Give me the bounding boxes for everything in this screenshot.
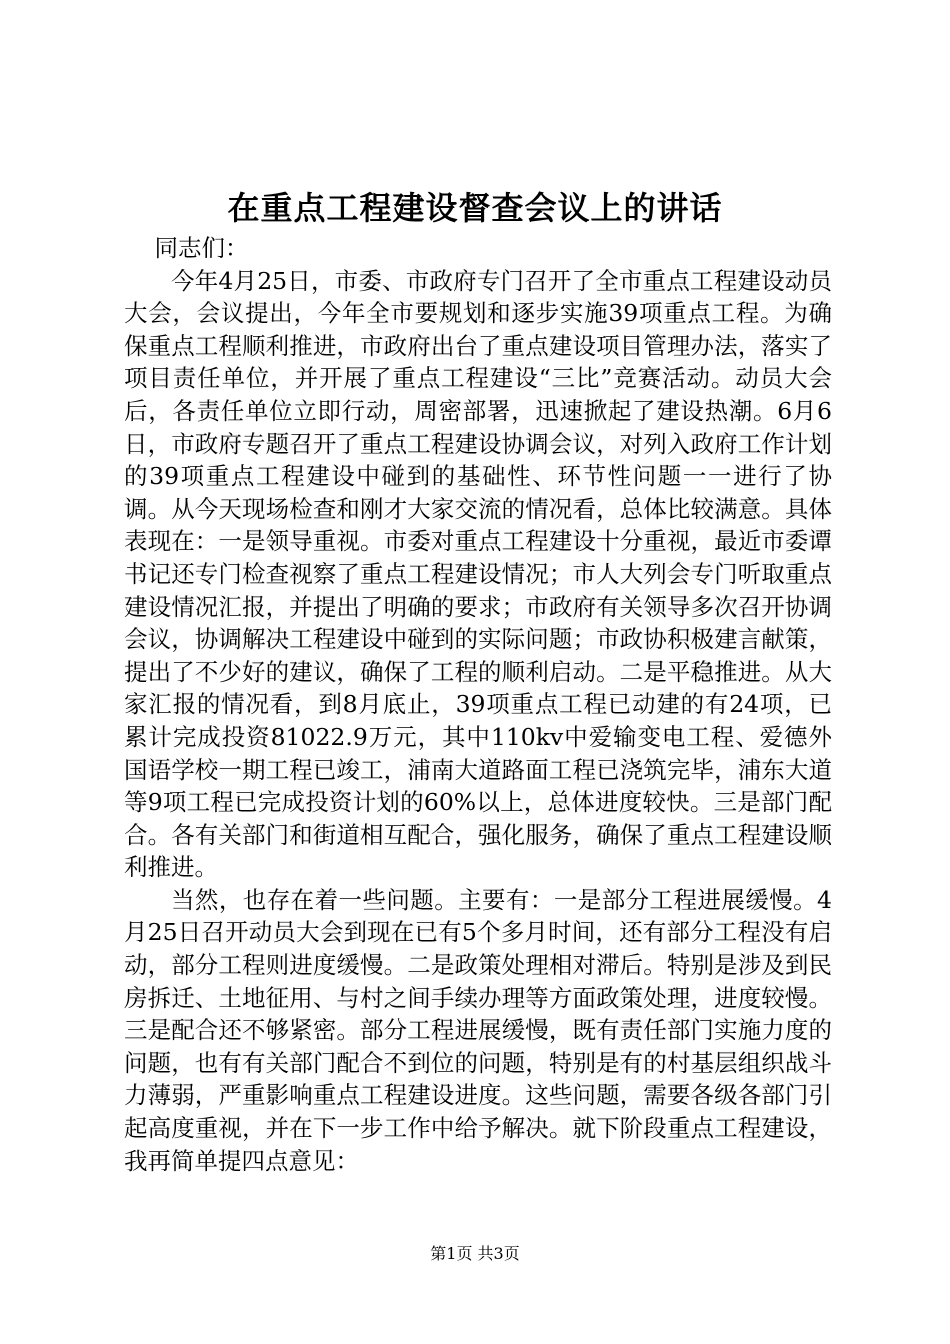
document-body — [124, 232, 832, 1177]
salutation: 同志们： — [154, 234, 249, 262]
page-footer: 第1页 共3页 — [430, 1244, 520, 1263]
paragraph-1: 今年4月25日，市委、市政府专门召开了全市重点工程建设动员大会，会议提出，今年全市要规划和逐步实施39项重点工程。为确保重点工程顺利推进，市政府出台了重点建设项目管理办法，落实了项目责任单位，并开展了重点工程建设“三比”竞赛活动。动员大会后，各责任单位立即行动，周密部署，迅速掀起了建设热潮。6月6日，市政府专题召开了重点工程建设协调会议，对列入政府工作计划的39项重点工程建设中碰到的基础性、环节性问题一一进行了协调。从今天现场检查和刚才大家交流的情况看，总体比较满意。具体表现在：一是领导重视。市委对重点工程建设十分重视，最近市委谭书记还专门检查视察了重点工程建设情况；市人大列会专门听取重点建设情况汇报，并提出了明确的要求；市政府有关领导多次召开协调会议，协调解决工程建设中碰到的实际问题；市政协积极建言献策，提出了不少好的建议，确保了工程的顺利启动。二是平稳推进。从大家汇报的情况看，到8月底止，39项重点工程已动建的有24项，已累计完成投资81022.9万元，其中110kv中爱输变电工程、爱德外国语学校一期工程已竣工，浦南大道路面工程已浇筑完毕，浦东大道等9项工程已完成投资计划的60%以上，总体进度较快。三是部门配合。各有关部门和街道相互配合，强化服务，确保了重点工程建设顺利推进。 — [124, 266, 832, 882]
paragraph-2: 当然，也存在着一些问题。主要有：一是部分工程进展缓慢。4月25日召开动员大会到现在已有5个多月时间，还有部分工程没有启动，部分工程则进度缓慢。二是政策处理相对滞后。特别是涉及到民房拆迁、土地征用、与村之间手续办理等方面政策处理，进度较慢。三是配合还不够紧密。部分工程进展缓慢，既有责任部门实施力度的问题，也有有关部门配合不到位的问题，特别是有的村基层组织战斗力薄弱，严重影响重点工程建设进度。这些问题，需要各级各部门引起高度重视，并在下一步工作中给予解决。就下阶段重点工程建设，我再简单提四点意见： — [124, 885, 832, 1175]
document-title: 在重点工程建设督查会议上的讲话 — [227, 189, 723, 227]
